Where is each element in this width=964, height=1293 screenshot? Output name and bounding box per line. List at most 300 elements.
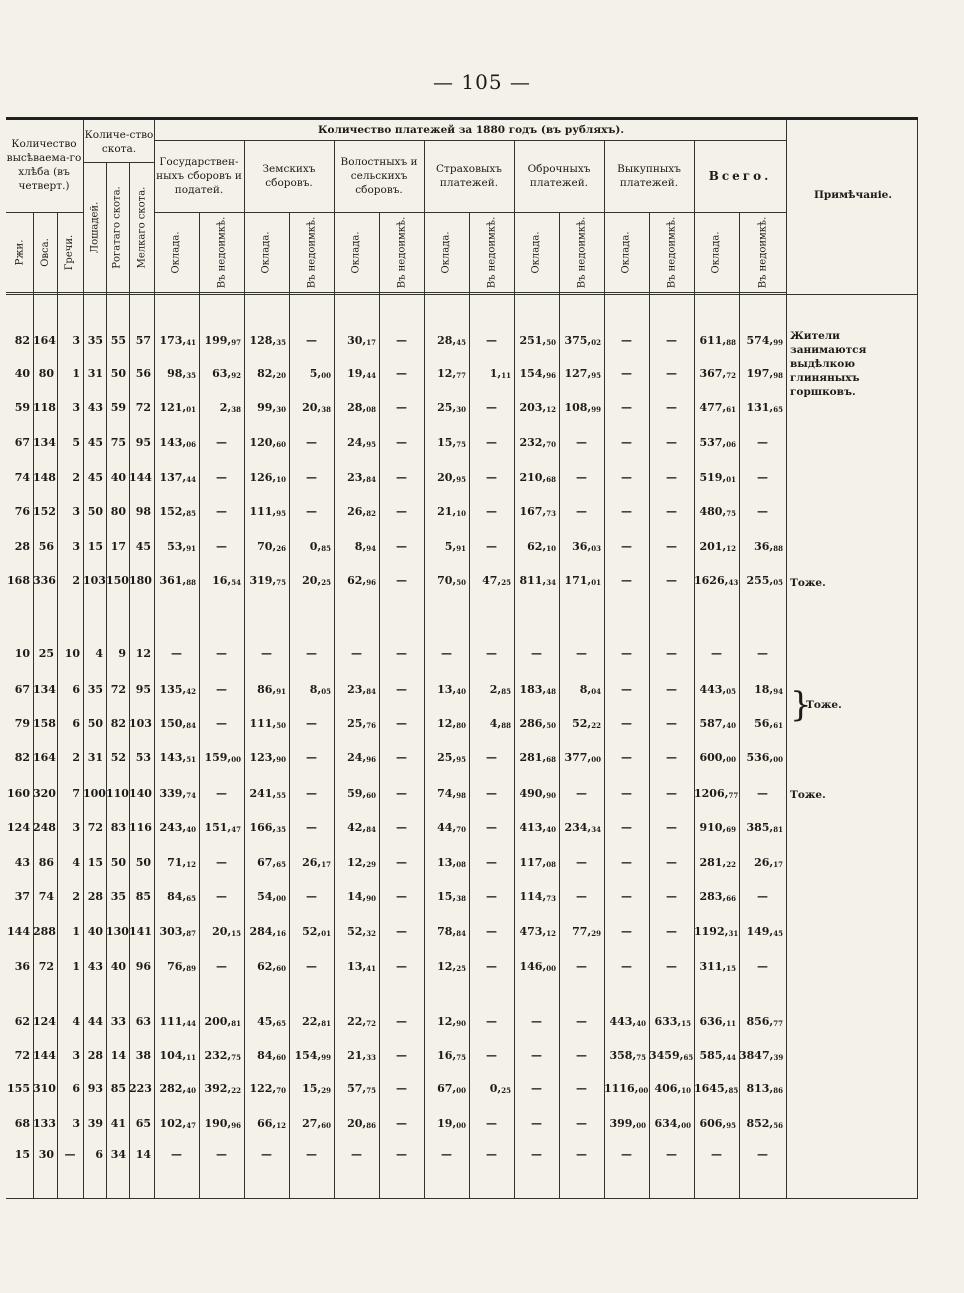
cell: 3 xyxy=(72,334,80,347)
cell: 288 xyxy=(33,925,56,938)
cell xyxy=(244,1114,289,1134)
cell xyxy=(289,364,334,384)
cell-fraction: 12 xyxy=(546,929,556,938)
cell: 15 xyxy=(87,540,103,553)
cell xyxy=(694,468,739,488)
cell-integer: 633, xyxy=(654,1015,682,1028)
cell: 75 xyxy=(110,436,126,449)
cell-integer: 62, xyxy=(527,540,547,553)
cell-fraction: 45 xyxy=(456,338,466,347)
cell-fraction: 81 xyxy=(231,1019,241,1028)
subheader-14 xyxy=(469,214,514,290)
cell: — xyxy=(531,647,542,660)
table-row xyxy=(6,748,918,768)
cell-fraction: 91 xyxy=(276,687,286,696)
cell-fraction: 98 xyxy=(773,371,783,380)
cell-fraction: 45 xyxy=(773,929,783,938)
cell: 28 xyxy=(14,540,30,553)
cell-fraction: 90 xyxy=(366,894,376,903)
cell-integer: 159, xyxy=(204,751,232,764)
cell-fraction: 25 xyxy=(321,578,331,587)
cell: — xyxy=(576,505,587,518)
cell-fraction: 85 xyxy=(501,687,511,696)
cell xyxy=(244,331,289,351)
cell-integer: 173, xyxy=(159,334,187,347)
cell: — xyxy=(666,401,677,414)
cell xyxy=(154,680,199,700)
cell: 152 xyxy=(33,505,56,518)
subheader-4 xyxy=(83,164,106,290)
cell: — xyxy=(621,787,632,800)
cell-integer: 127, xyxy=(564,367,592,380)
header-bread: Количество высѣваема-го хлѣба (въ четверт.) xyxy=(6,138,82,192)
cell-fraction: 65 xyxy=(683,1053,694,1062)
cell: 40 xyxy=(87,925,103,938)
cell: — xyxy=(396,787,407,800)
group-zemstvo-header: Земскихъ сборовъ. xyxy=(262,163,316,189)
table-row xyxy=(6,1145,918,1165)
table-row xyxy=(6,644,918,664)
cell xyxy=(244,714,289,734)
cell xyxy=(154,887,199,907)
cell-integer: 303, xyxy=(159,925,187,938)
cell-integer: 232, xyxy=(204,1049,232,1062)
cell-fraction: 81 xyxy=(321,1019,331,1028)
cell-integer: 12, xyxy=(437,717,457,730)
cell xyxy=(559,714,604,734)
cell: — xyxy=(621,751,632,764)
cell-fraction: 60 xyxy=(366,791,376,800)
cell xyxy=(739,922,786,942)
cell-integer: 20, xyxy=(347,1117,367,1130)
cell: 2 xyxy=(72,471,80,484)
cell-integer: 102, xyxy=(159,1117,187,1130)
cell-fraction: 44 xyxy=(186,1019,196,1028)
cell: 144 xyxy=(7,925,30,938)
cell xyxy=(244,364,289,384)
cell xyxy=(289,537,334,557)
table-row xyxy=(6,468,918,488)
cell-integer: 12, xyxy=(347,856,367,869)
cell xyxy=(199,748,244,768)
cell-integer: 63, xyxy=(212,367,232,380)
cell-integer: 2, xyxy=(219,401,232,414)
cell-fraction: 88 xyxy=(186,578,196,587)
cell xyxy=(514,331,559,351)
cell-integer: 282, xyxy=(159,1082,187,1095)
cell-fraction: 95 xyxy=(456,475,466,484)
cell xyxy=(244,853,289,873)
cell: — xyxy=(486,1148,497,1161)
cell xyxy=(244,1079,289,1099)
cell-integer: 15, xyxy=(302,1082,322,1095)
cell xyxy=(244,818,289,838)
cell xyxy=(424,1079,469,1099)
cell xyxy=(154,502,199,522)
cell-integer: 67, xyxy=(437,1082,457,1095)
cell: 15 xyxy=(14,1148,30,1161)
cell-integer: 98, xyxy=(167,367,187,380)
cell-integer: 22, xyxy=(347,1015,367,1028)
cell-integer: 311, xyxy=(699,960,727,973)
cell-integer: 131, xyxy=(746,401,774,414)
column-line xyxy=(334,140,335,1198)
cell-integer: 811, xyxy=(519,574,547,587)
cell xyxy=(559,748,604,768)
cell-integer: 4, xyxy=(489,717,502,730)
cell: — xyxy=(396,960,407,973)
cell: — xyxy=(396,1015,407,1028)
cell xyxy=(739,714,786,734)
cell-integer: 13, xyxy=(437,856,457,869)
cell xyxy=(424,364,469,384)
cell-integer: 413, xyxy=(519,821,547,834)
subheader-label: Овса. xyxy=(39,237,51,267)
cell-fraction: 40 xyxy=(636,1019,646,1028)
cell-fraction: 89 xyxy=(186,964,196,973)
cell-integer: 70, xyxy=(437,574,457,587)
note-4: Тоже. xyxy=(790,789,826,801)
table-row xyxy=(6,922,918,942)
cell: 140 xyxy=(129,787,152,800)
cell xyxy=(334,922,379,942)
cell: 63 xyxy=(135,1015,151,1028)
cell xyxy=(649,1114,694,1134)
cell xyxy=(154,468,199,488)
cell: 82 xyxy=(14,334,30,347)
cell-integer: 8, xyxy=(309,683,322,696)
cell xyxy=(424,748,469,768)
cell: 150 xyxy=(106,574,129,587)
cell-integer: 241, xyxy=(249,787,277,800)
cell-fraction: 77 xyxy=(773,1019,783,1028)
table-row xyxy=(6,1046,918,1066)
cell-fraction: 16 xyxy=(276,929,286,938)
cell-integer: 12, xyxy=(437,1015,457,1028)
cell-fraction: 01 xyxy=(591,578,601,587)
cell-integer: 183, xyxy=(519,683,547,696)
cell-fraction: 08 xyxy=(546,860,556,869)
cell-fraction: 41 xyxy=(366,964,376,973)
cell: — xyxy=(396,751,407,764)
cell: 320 xyxy=(33,787,56,800)
cell-fraction: 22 xyxy=(591,721,601,730)
subheader-label: Въ недоимкѣ. xyxy=(576,216,587,288)
cell-integer: 2, xyxy=(489,683,502,696)
cell: — xyxy=(757,1148,768,1161)
cell xyxy=(244,571,289,591)
cell: 31 xyxy=(87,367,103,380)
cell: — xyxy=(621,647,632,660)
subheader-label: Лошадей. xyxy=(89,201,101,253)
cell xyxy=(289,398,334,418)
cell: — xyxy=(666,890,677,903)
cell xyxy=(694,502,739,522)
cell-fraction: 02 xyxy=(591,338,601,347)
cell-integer: 36, xyxy=(572,540,592,553)
cell: 82 xyxy=(110,717,126,730)
row-line xyxy=(154,212,786,213)
cell xyxy=(244,398,289,418)
cell xyxy=(424,398,469,418)
subheader-label: Оклада. xyxy=(441,230,452,274)
cell xyxy=(739,1046,786,1066)
cell: — xyxy=(216,683,227,696)
cell xyxy=(199,1079,244,1099)
cell-fraction: 72 xyxy=(366,1019,376,1028)
column-line xyxy=(244,140,245,1198)
cell-integer: 20, xyxy=(302,574,322,587)
cell xyxy=(739,571,786,591)
cell-fraction: 81 xyxy=(773,825,783,834)
cell xyxy=(334,714,379,734)
cell: 10 xyxy=(64,647,80,660)
cell-fraction: 05 xyxy=(726,687,736,696)
cell: — xyxy=(666,471,677,484)
cell: — xyxy=(576,890,587,903)
cell: 40 xyxy=(110,960,126,973)
cell-integer: 77, xyxy=(572,925,592,938)
cell: 1 xyxy=(72,925,80,938)
cell: 37 xyxy=(14,890,30,903)
cell-fraction: 00 xyxy=(276,894,286,903)
cell xyxy=(154,784,199,804)
cell-fraction: 11 xyxy=(186,1053,196,1062)
cell xyxy=(514,502,559,522)
cell-integer: 28, xyxy=(437,334,457,347)
cell-fraction: 35 xyxy=(276,338,286,347)
cell xyxy=(154,331,199,351)
row-line xyxy=(83,162,154,163)
cell-fraction: 38 xyxy=(231,405,241,414)
cell-fraction: 44 xyxy=(366,371,376,380)
cell-fraction: 61 xyxy=(726,405,736,414)
cell: 3 xyxy=(72,401,80,414)
table-row xyxy=(6,680,918,700)
cell-integer: 385, xyxy=(746,821,774,834)
cell-integer: 636, xyxy=(699,1015,727,1028)
cell-integer: 30, xyxy=(347,334,367,347)
cell-integer: 1626, xyxy=(694,574,729,587)
cell: 68 xyxy=(14,1117,30,1130)
cell: 50 xyxy=(110,856,126,869)
cell-integer: 150, xyxy=(159,717,187,730)
cell-integer: 62, xyxy=(347,574,367,587)
cell: 50 xyxy=(87,505,103,518)
cell-fraction: 92 xyxy=(231,371,241,380)
cell-integer: 286, xyxy=(519,717,547,730)
cell-integer: 36, xyxy=(754,540,774,553)
cell-fraction: 29 xyxy=(321,1086,331,1095)
cell-integer: 15, xyxy=(437,436,457,449)
cell: — xyxy=(216,787,227,800)
subheader-13 xyxy=(424,214,469,290)
cell: — xyxy=(441,1148,452,1161)
cell-integer: 23, xyxy=(347,471,367,484)
cell-fraction: 34 xyxy=(591,825,601,834)
cell-fraction: 99 xyxy=(321,1053,331,1062)
cell: — xyxy=(486,856,497,869)
cell-fraction: 95 xyxy=(591,371,601,380)
table-row xyxy=(6,853,918,873)
cell: — xyxy=(396,540,407,553)
cell: — xyxy=(621,540,632,553)
cell-integer: 25, xyxy=(437,401,457,414)
table-row xyxy=(6,818,918,838)
cell-fraction: 01 xyxy=(321,929,331,938)
cell: 59 xyxy=(14,401,30,414)
subheader-17 xyxy=(604,214,649,290)
cell-fraction: 95 xyxy=(456,755,466,764)
cell xyxy=(289,571,334,591)
cell-fraction: 74 xyxy=(186,791,196,800)
header-payments: Количество платежей за 1880 годъ (въ рубляхъ). xyxy=(317,124,625,136)
cell: — xyxy=(306,334,317,347)
cell xyxy=(244,748,289,768)
subheader-label: Въ недоимкѣ. xyxy=(216,216,227,288)
cell-integer: 76, xyxy=(167,960,187,973)
table-row xyxy=(6,1079,918,1099)
cell-integer: 146, xyxy=(519,960,547,973)
cell: — xyxy=(306,787,317,800)
cell xyxy=(424,784,469,804)
cell xyxy=(694,853,739,873)
cell-fraction: 00 xyxy=(456,1121,466,1130)
cell-fraction: 00 xyxy=(726,755,736,764)
cell-fraction: 15 xyxy=(231,929,241,938)
cell-integer: 203, xyxy=(519,401,547,414)
cell-fraction: 99 xyxy=(591,405,601,414)
cell xyxy=(559,571,604,591)
cell xyxy=(334,887,379,907)
group-insurance-header: Страховыхъ платежей. xyxy=(436,163,502,189)
cell: 6 xyxy=(72,1082,80,1095)
cell: 57 xyxy=(135,334,151,347)
cell-fraction: 15 xyxy=(726,964,736,973)
cell-integer: 26, xyxy=(347,505,367,518)
cell xyxy=(514,887,559,907)
cell-fraction: 72 xyxy=(726,371,736,380)
cell-integer: 57, xyxy=(347,1082,367,1095)
cell: — xyxy=(757,505,768,518)
cell-integer: 1116, xyxy=(604,1082,639,1095)
cell-integer: 5, xyxy=(444,540,457,553)
cell: — xyxy=(216,540,227,553)
cell: — xyxy=(666,787,677,800)
cell: — xyxy=(396,436,407,449)
cell-fraction: 26 xyxy=(276,544,286,553)
cell-integer: 28, xyxy=(347,401,367,414)
cell-fraction: 00 xyxy=(456,1086,466,1095)
cell xyxy=(334,364,379,384)
cell xyxy=(649,1046,694,1066)
cell xyxy=(469,571,514,591)
cell: 41 xyxy=(110,1117,126,1130)
cell xyxy=(244,433,289,453)
cell-fraction: 65 xyxy=(773,405,783,414)
subheader-5 xyxy=(106,164,129,290)
cell-integer: 20, xyxy=(437,471,457,484)
cell-integer: 62, xyxy=(257,960,277,973)
cell-fraction: 96 xyxy=(366,755,376,764)
cell-fraction: 88 xyxy=(726,338,736,347)
subheader-label: Оклада. xyxy=(711,230,722,274)
cell-fraction: 95 xyxy=(366,440,376,449)
cell xyxy=(289,680,334,700)
cell: — xyxy=(216,890,227,903)
cell xyxy=(289,1012,334,1032)
cell xyxy=(739,331,786,351)
cell xyxy=(199,364,244,384)
cell: — xyxy=(64,1148,76,1161)
cell: 15 xyxy=(87,856,103,869)
cell-fraction: 75 xyxy=(276,578,286,587)
cell: 310 xyxy=(33,1082,56,1095)
cell xyxy=(694,537,739,557)
cell-integer: 13, xyxy=(437,683,457,696)
cell: — xyxy=(666,647,677,660)
cell-integer: 42, xyxy=(347,821,367,834)
cell-integer: 52, xyxy=(302,925,322,938)
cell: — xyxy=(486,334,497,347)
cell-fraction: 95 xyxy=(726,1121,736,1130)
cell-integer: 71, xyxy=(167,856,187,869)
cell xyxy=(514,853,559,873)
cell: — xyxy=(757,960,768,973)
cell-integer: 27, xyxy=(302,1117,322,1130)
cell-integer: 74, xyxy=(437,787,457,800)
cell-integer: 56, xyxy=(754,717,774,730)
cell xyxy=(694,433,739,453)
cell: — xyxy=(621,401,632,414)
subheader-15 xyxy=(514,214,559,290)
cell-integer: 149, xyxy=(746,925,774,938)
cell: — xyxy=(576,1148,587,1161)
cell-integer: 111, xyxy=(249,505,277,518)
cell xyxy=(289,922,334,942)
cell-integer: 152, xyxy=(159,505,187,518)
cell-fraction: 10 xyxy=(681,1086,691,1095)
cell xyxy=(694,957,739,977)
cell: 98 xyxy=(135,505,151,518)
cell xyxy=(154,922,199,942)
cell-integer: 52, xyxy=(572,717,592,730)
cell xyxy=(154,1114,199,1134)
cell: — xyxy=(621,436,632,449)
cell: — xyxy=(396,471,407,484)
cell xyxy=(289,1046,334,1066)
cell xyxy=(694,784,739,804)
cell-integer: 54, xyxy=(257,890,277,903)
cell xyxy=(739,853,786,873)
cell: 12 xyxy=(135,647,151,660)
cell: — xyxy=(666,856,677,869)
cell-fraction: 86 xyxy=(773,1086,783,1095)
cell xyxy=(244,957,289,977)
cell-integer: 234, xyxy=(564,821,592,834)
cell: — xyxy=(396,717,407,730)
cell: 14 xyxy=(135,1148,151,1161)
cell xyxy=(694,331,739,351)
cell-fraction: 12 xyxy=(276,1121,286,1130)
note-2: Тоже. xyxy=(790,577,826,589)
cell: — xyxy=(306,505,317,518)
cell: — xyxy=(621,821,632,834)
cell-fraction: 88 xyxy=(501,721,511,730)
column-line xyxy=(694,140,695,1198)
cell-integer: 24, xyxy=(347,751,367,764)
cell xyxy=(514,922,559,942)
